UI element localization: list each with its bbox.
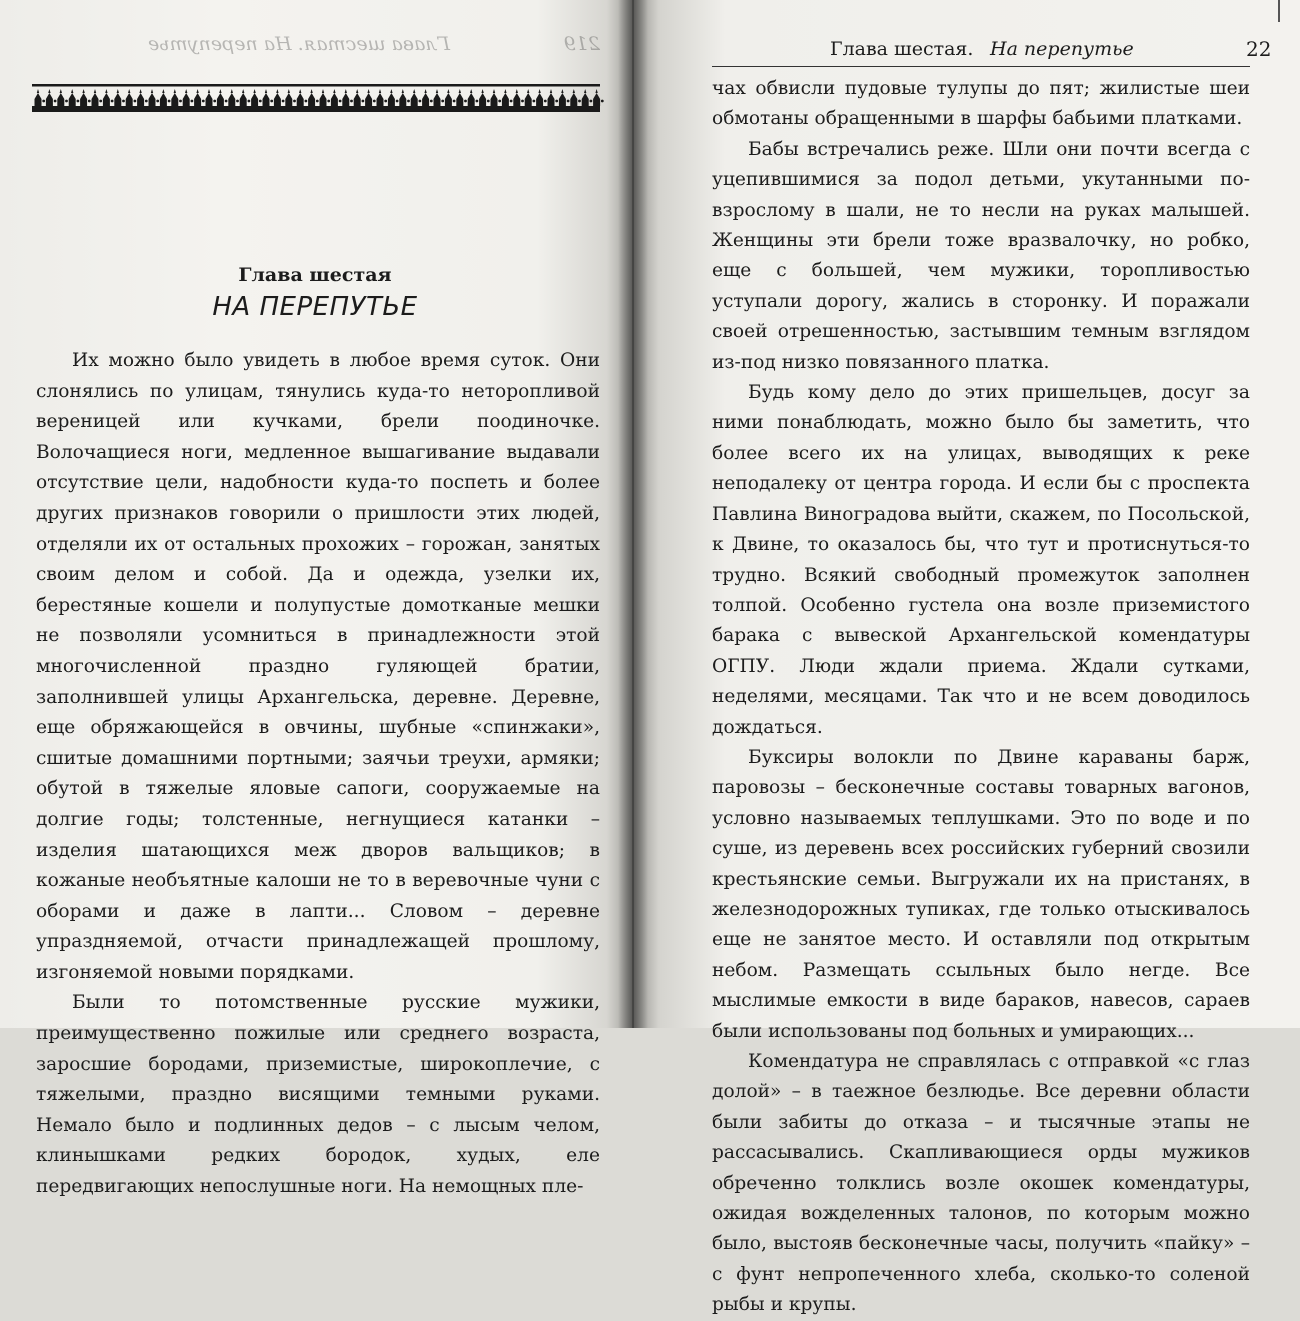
ornament-motif (354, 89, 361, 106)
chapter-title: НА ПЕРЕПУТЬЕ (212, 292, 418, 322)
ornament-motif (69, 89, 76, 106)
ornament-motif (194, 89, 201, 106)
ornament-motif (285, 89, 292, 106)
ornament-dot (316, 100, 319, 103)
ornament-dot (601, 100, 604, 103)
running-head-section: На перепутье (990, 38, 1134, 60)
ornament-motif (35, 89, 42, 106)
ornament-dot (88, 100, 91, 103)
ornament-dot (567, 100, 570, 103)
ornament-dot (236, 100, 239, 103)
header-rule (712, 66, 1250, 67)
ornament-dot (464, 100, 467, 103)
ornament-motif (502, 89, 509, 106)
ornament-motif (263, 89, 270, 106)
ornament-motif (206, 89, 213, 106)
ornament-motif (217, 89, 224, 106)
paragraph-continuation: чах обвисли пудовые тулупы до пят; жилистые шеи обмотаны обращенными в шарфы бабьими платками. (712, 78, 1250, 130)
paragraph: Комендатура не справлялась с отправкой «с глаз долой» – в таежное безлюдье. Все деревни области были забиты до отказа – и тысячные этапы не рассасывались. Скапливающиеся орды мужиков обреченно толклись возле окошек комендатуры, ожидая вожделенных талонов, по которым можно было, выстояв бесконечные часы, получить «пайку» – с фунт непропеченного хлеба, сколько-то соленой рыбы и крупы. (712, 1051, 1250, 1316)
ornament-motif (559, 89, 566, 106)
ornament-motif (171, 89, 178, 106)
book-spine-shadow (618, 0, 648, 1028)
paragraph: Бабы встречались реже. Шли они почти всегда с уцепившимися за подол детьми, укутанными по-взрослому в шали, не то несли на руках малышей. Женщины эти брели тоже вразвалочку, но робко, еще с большей, чем мужики, торопливостью уступали дорогу, жались в сторонку. И поражали своей отрешенностью, застывшим темным взглядом из-под низко повязанного платка. (712, 138, 1250, 373)
paragraph: Были то потомственные русские мужики, преимущественно пожилые или среднего возраста, заросшие бородами, приземистые, широкоплечие, с тяжелыми, праздно висящими темными руками. Немало было и подлинных дедов – с лысым челом, клинышками редких бородок, худых, еле передвигающих непослушные ноги. На немощных пле- (36, 992, 600, 1198)
ornament-dot (134, 100, 137, 103)
ornament-motif (251, 89, 258, 106)
paragraph: Их можно было увидеть в любое время суток. Они слонялись по улицам, тянулись куда-то неторопливой вереницей или кучками, брели поодиночке. Волочащиеся ноги, медленное вышагивание выдавали отсутствие цели, надобности куда-то поспеть и более других признаков говорили о пришлости этих людей, отделяли их от остальных прохожих – горожан, занятых своим делом и собой. Да и одежда, узелки их, берестяные кошели и полупустые домотканые мешки не позволяли усомниться в принадлежности этой многочисленной праздно гуляющей братии, заполнившей улицы Архангельска, деревне. Деревне, еще обряжающейся в овчины, шубные «спинжаки», сшитые домашними портными; заячьи треухи, армяки; обутой в тяжелые яловые сапоги, сооружаемые на долгие годы; толстенные, негнущиеся катанки – изделия шатающихся меж дворов вальщиков; в кожаные необъятные калоши не то в веревочные чуни с оборами и даже в лапти... Словом – деревне упраздняемой, отчасти принадлежащей прошлому, изгоняемой новыми порядками. (36, 350, 600, 983)
running-head (830, 34, 1270, 64)
ornament-dot (453, 100, 456, 103)
ornament-dot (373, 100, 376, 103)
running-head-chapter: Глава шестая. (830, 38, 974, 60)
mirrored-page-number: 219 (563, 33, 600, 55)
ornament-dot (487, 100, 490, 103)
ornament-dot (156, 100, 159, 103)
ornament-motif (149, 89, 156, 106)
ornament-dot (168, 100, 171, 103)
ornament-dot (54, 100, 57, 103)
ornament-motif (434, 89, 441, 106)
ornament-motif (468, 89, 475, 106)
ornament-motif (160, 89, 167, 106)
ornament-dot (590, 100, 593, 103)
ornament-motif (126, 89, 133, 106)
ornament-motif (582, 89, 589, 106)
ornament-dot (248, 100, 251, 103)
ornament-motif (57, 89, 64, 106)
ornament-dot (419, 100, 422, 103)
mirrored-header-title: Глава шестая. На перепутье (147, 33, 450, 55)
ornament-dot (65, 100, 68, 103)
paragraph: Буксиры волокли по Двине караваны барж, паровозы – бесконечные составы товарных вагонов, условно называемых теплушками. Это по воде и по суше, из деревень всех российских губерний свозили крестьянские семьи. Выгружали их на пристанях, в железнодорожных тупиках, где только отыскивалось еще не занятое место. И оставляли под открытым небом. Размещать ссыльных было негде. Все мыслимые емкости в виде бараков, навесов, сараев были использованы под больных и умирающих... (712, 746, 1250, 1042)
ornament-motif (320, 89, 327, 106)
ornament-motif (228, 89, 235, 106)
ornament-motif (114, 89, 121, 106)
ornament-dot (498, 100, 501, 103)
ornament-dot (111, 100, 114, 103)
ornament-dot (122, 100, 125, 103)
page-number: 22 (1246, 37, 1272, 61)
left-page (0, 0, 632, 1198)
ornament-dot (327, 100, 330, 103)
ornament-dot (99, 100, 102, 103)
ornament-dot (384, 100, 387, 103)
ornament-dot (259, 100, 262, 103)
ornament-dot (396, 100, 399, 103)
ornament-motif (240, 89, 247, 106)
ornament-motif (525, 89, 532, 106)
ornament-dot (407, 100, 410, 103)
mirrored-header (30, 30, 600, 58)
ornament-dot (521, 100, 524, 103)
ornament-motif (183, 89, 190, 106)
ornament-dot (77, 100, 80, 103)
ornament-dot (544, 100, 547, 103)
ornament-motif (308, 89, 315, 106)
page-edge-mark (1278, 0, 1280, 22)
ornament-motif (479, 89, 486, 106)
ornament-motif (137, 89, 144, 106)
chapter-label: Глава шестая (238, 264, 392, 286)
ornament-motif (456, 89, 463, 106)
ornament-dot (42, 100, 45, 103)
ornament-motif (411, 89, 418, 106)
ornament-motif (536, 89, 543, 106)
ornament-dot (430, 100, 433, 103)
ornament-dot (282, 100, 285, 103)
ornament-motif (377, 89, 384, 106)
ornament-dot (441, 100, 444, 103)
ornament-motif (548, 89, 555, 106)
ornament-motif (297, 89, 304, 106)
ornament-motif (445, 89, 452, 106)
ornament-dot (213, 100, 216, 103)
ornament-motif (92, 89, 99, 106)
ornament-motif (399, 89, 406, 106)
ornament-dot (191, 100, 194, 103)
ornament-dot (578, 100, 581, 103)
ornament-motif (80, 89, 87, 106)
ornament-motif (365, 89, 372, 106)
ornament-dot (362, 100, 365, 103)
paragraph: Будь кому дело до этих пришельцев, досуг за ними понаблюдать, можно было бы заметить, что более всего их на улицах, выводящих к реке неподалеку от центра города. И если бы с проспекта Павлина Виноградова выйти, скажем, по Посольской, к Двине, то оказалось бы, что тут и протиснуться-то трудно. Всякий свободный промежуток заполнен толпой. Особенно густела она возле приземистого барака с вывеской Архангельской комендатуры ОГПУ. Люди ждали приема. Ждали сутками, неделями, месяцами. Так что и не всем доводилось дождаться. (712, 382, 1250, 738)
ornament-motif (103, 89, 110, 106)
ornament-dot (533, 100, 536, 103)
ornament-dot (350, 100, 353, 103)
ornament-motif (331, 89, 338, 106)
ornament-motif (342, 89, 349, 106)
ornament-dot (510, 100, 513, 103)
left-body-text (36, 346, 600, 1203)
ornament-motif (46, 89, 53, 106)
ornament-motif (570, 89, 577, 106)
ornament-dot (225, 100, 228, 103)
ornament-motif (491, 89, 498, 106)
ornament-dot (305, 100, 308, 103)
ornament-dot (179, 100, 182, 103)
ornament-dot (339, 100, 342, 103)
ornament-motif (513, 89, 520, 106)
ornament-dot (270, 100, 273, 103)
ornament-dot (145, 100, 148, 103)
ornament-dot (202, 100, 205, 103)
ornamental-border (32, 84, 600, 112)
ornament-motif (422, 89, 429, 106)
ornament-dot (293, 100, 296, 103)
ornament-dot (476, 100, 479, 103)
ornament-motif (593, 89, 600, 106)
right-body-text (712, 74, 1250, 1321)
ornament-dot (555, 100, 558, 103)
ornament-motif (274, 89, 281, 106)
ornament-motif (388, 89, 395, 106)
